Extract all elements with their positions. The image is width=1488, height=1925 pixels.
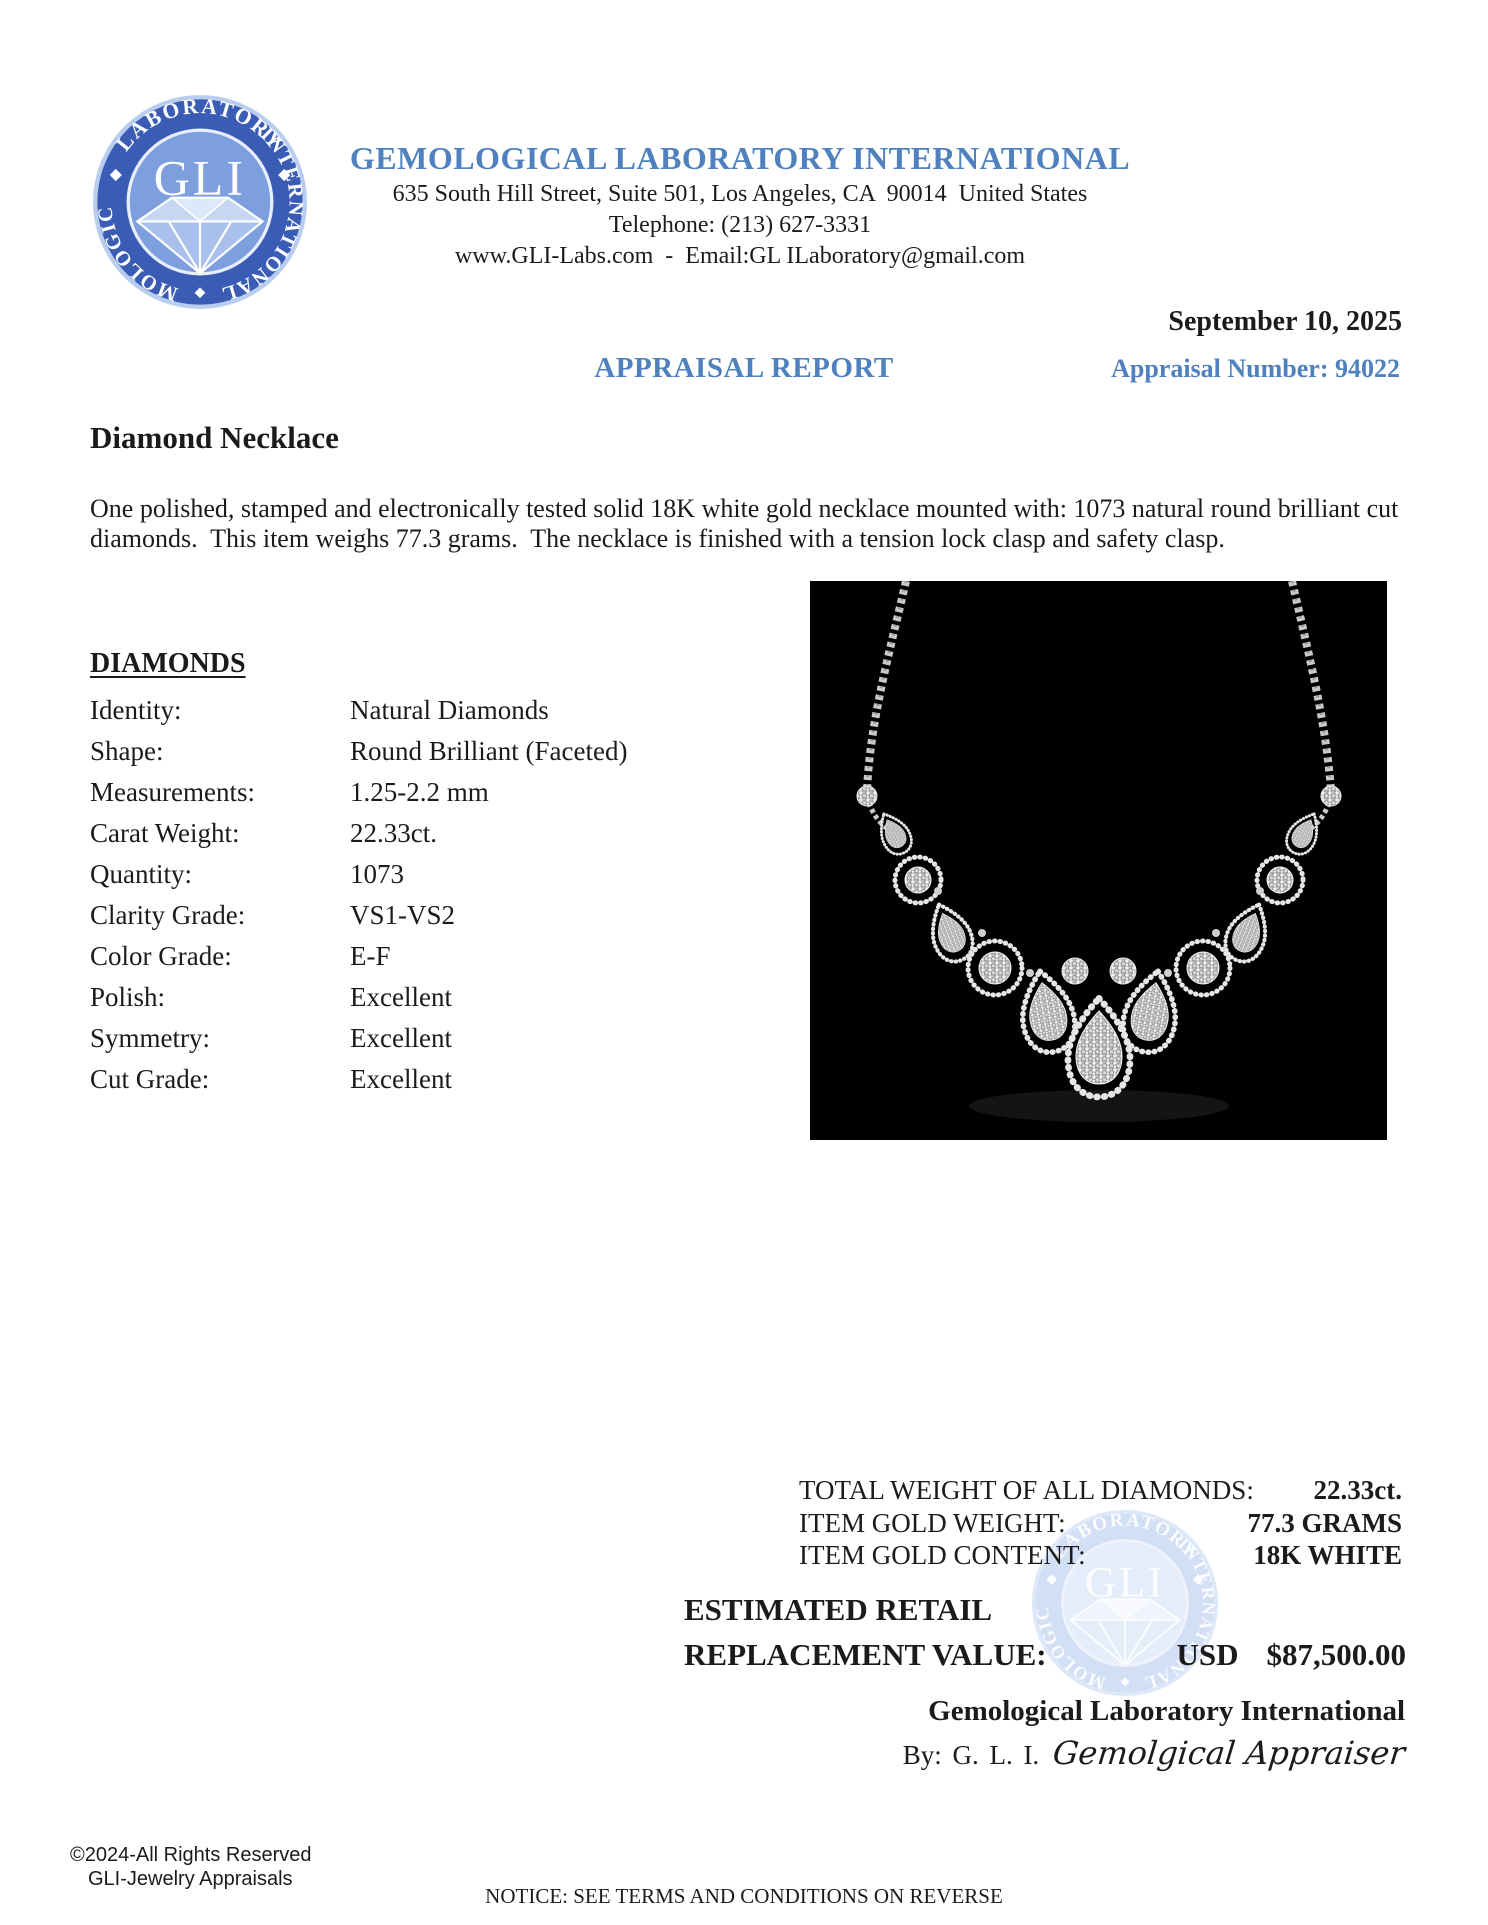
valuation-line2 bbox=[684, 1637, 1406, 1673]
attr-label: Identity: bbox=[90, 695, 182, 725]
report-date: September 10, 2025 bbox=[1168, 306, 1402, 337]
signature-company: Gemological Laboratory International bbox=[928, 1695, 1405, 1727]
total-value: 22.33ct. bbox=[1313, 1475, 1402, 1505]
attr-row-polish bbox=[90, 977, 730, 1018]
total-row-gold-content bbox=[799, 1539, 1402, 1572]
necklace-photo bbox=[810, 581, 1387, 1140]
appraisal-number: Appraisal Number: 94022 bbox=[1111, 354, 1400, 383]
web-email-line: www.GLI-Labs.com - Email:GL ILaboratory@gmail.com bbox=[454, 243, 1026, 269]
attr-label: Clarity Grade: bbox=[90, 900, 246, 930]
attr-row-shape bbox=[90, 731, 730, 772]
address-line: 635 South Hill Street, Suite 501, Los Angeles, CA 90014 United States bbox=[392, 181, 1088, 207]
replacement-value-label: REPLACEMENT VALUE: bbox=[684, 1637, 1047, 1672]
report-title: APPRAISAL REPORT bbox=[594, 352, 894, 384]
organization-line: GLI-Jewelry Appraisals bbox=[88, 1868, 293, 1890]
attr-value: VS1-VS2 bbox=[350, 900, 456, 930]
totals-section bbox=[799, 1474, 1402, 1572]
attr-row-identity bbox=[90, 690, 730, 731]
attr-label: Polish: bbox=[90, 982, 166, 1012]
attr-label: Shape: bbox=[90, 736, 164, 766]
total-label: ITEM GOLD CONTENT: bbox=[799, 1540, 1086, 1570]
attr-row-symmetry bbox=[90, 1018, 730, 1059]
signature-block bbox=[903, 1695, 1405, 1772]
attr-value: 1073 bbox=[350, 859, 404, 889]
copyright-line: ©2024-All Rights Reserved bbox=[70, 1844, 312, 1866]
attr-label: Symmetry: bbox=[90, 1023, 210, 1053]
appraiser-signature: Gemolgical Appraiser bbox=[1051, 1734, 1407, 1772]
attr-row-cut-grade bbox=[90, 1059, 730, 1100]
attr-value: E-F bbox=[350, 941, 391, 971]
footer-notice: NOTICE: SEE TERMS AND CONDITIONS ON REVERSE bbox=[485, 1884, 1003, 1908]
valuation-line1: ESTIMATED RETAIL bbox=[684, 1592, 993, 1627]
attr-label: Cut Grade: bbox=[90, 1064, 210, 1094]
attr-row-color-grade bbox=[90, 936, 730, 977]
gli-seal-icon bbox=[92, 94, 308, 310]
valuation-section bbox=[684, 1592, 1406, 1673]
signature-by-label: By: G. L. I. bbox=[902, 1740, 1040, 1770]
attr-label: Color Grade: bbox=[90, 941, 232, 971]
attr-value: Excellent bbox=[350, 1023, 452, 1053]
total-row-gold-weight bbox=[799, 1507, 1402, 1540]
attr-row-quantity bbox=[90, 854, 730, 895]
currency-code: USD bbox=[1176, 1637, 1239, 1672]
diamonds-heading: DIAMONDS bbox=[90, 648, 246, 679]
total-value: 77.3 GRAMS bbox=[1247, 1507, 1402, 1538]
attr-row-measurements bbox=[90, 772, 730, 813]
attr-label: Measurements: bbox=[90, 777, 255, 807]
attr-label: Carat Weight: bbox=[90, 818, 240, 848]
attr-row-carat-weight bbox=[90, 813, 730, 854]
item-title: Diamond Necklace bbox=[90, 420, 339, 455]
attr-value: Natural Diamonds bbox=[350, 695, 549, 725]
appraised-amount: $87,500.00 bbox=[1266, 1637, 1406, 1672]
attr-row-clarity-grade bbox=[90, 895, 730, 936]
item-description: One polished, stamped and electronically tested solid 18K white gold necklace mounted with: 1073 natural round brilliant cut diamonds. This item weighs 77.3 grams. The necklace is finished with a tension lock clasp and safety clasp. bbox=[90, 494, 1405, 553]
attr-label: Quantity: bbox=[90, 859, 192, 889]
total-label: TOTAL WEIGHT OF ALL DIAMONDS: bbox=[799, 1475, 1254, 1505]
letterhead bbox=[300, 140, 1180, 270]
total-row-diamond-weight bbox=[799, 1474, 1402, 1507]
attr-value: Round Brilliant (Faceted) bbox=[350, 736, 628, 766]
attr-value: 22.33ct. bbox=[350, 818, 437, 848]
signature-byline bbox=[903, 1734, 1405, 1772]
diamonds-attributes bbox=[90, 690, 730, 1100]
attr-value: Excellent bbox=[350, 1064, 452, 1094]
total-label: ITEM GOLD WEIGHT: bbox=[799, 1507, 1066, 1538]
company-name: GEMOLOGICAL LABORATORY INTERNATIONAL bbox=[349, 140, 1131, 176]
total-value: 18K WHITE bbox=[1253, 1540, 1402, 1570]
attr-value: Excellent bbox=[350, 982, 452, 1012]
telephone-line: Telephone: (213) 627-3331 bbox=[608, 212, 872, 238]
attr-value: 1.25-2.2 mm bbox=[350, 777, 489, 807]
necklace-illustration bbox=[810, 581, 1387, 1140]
